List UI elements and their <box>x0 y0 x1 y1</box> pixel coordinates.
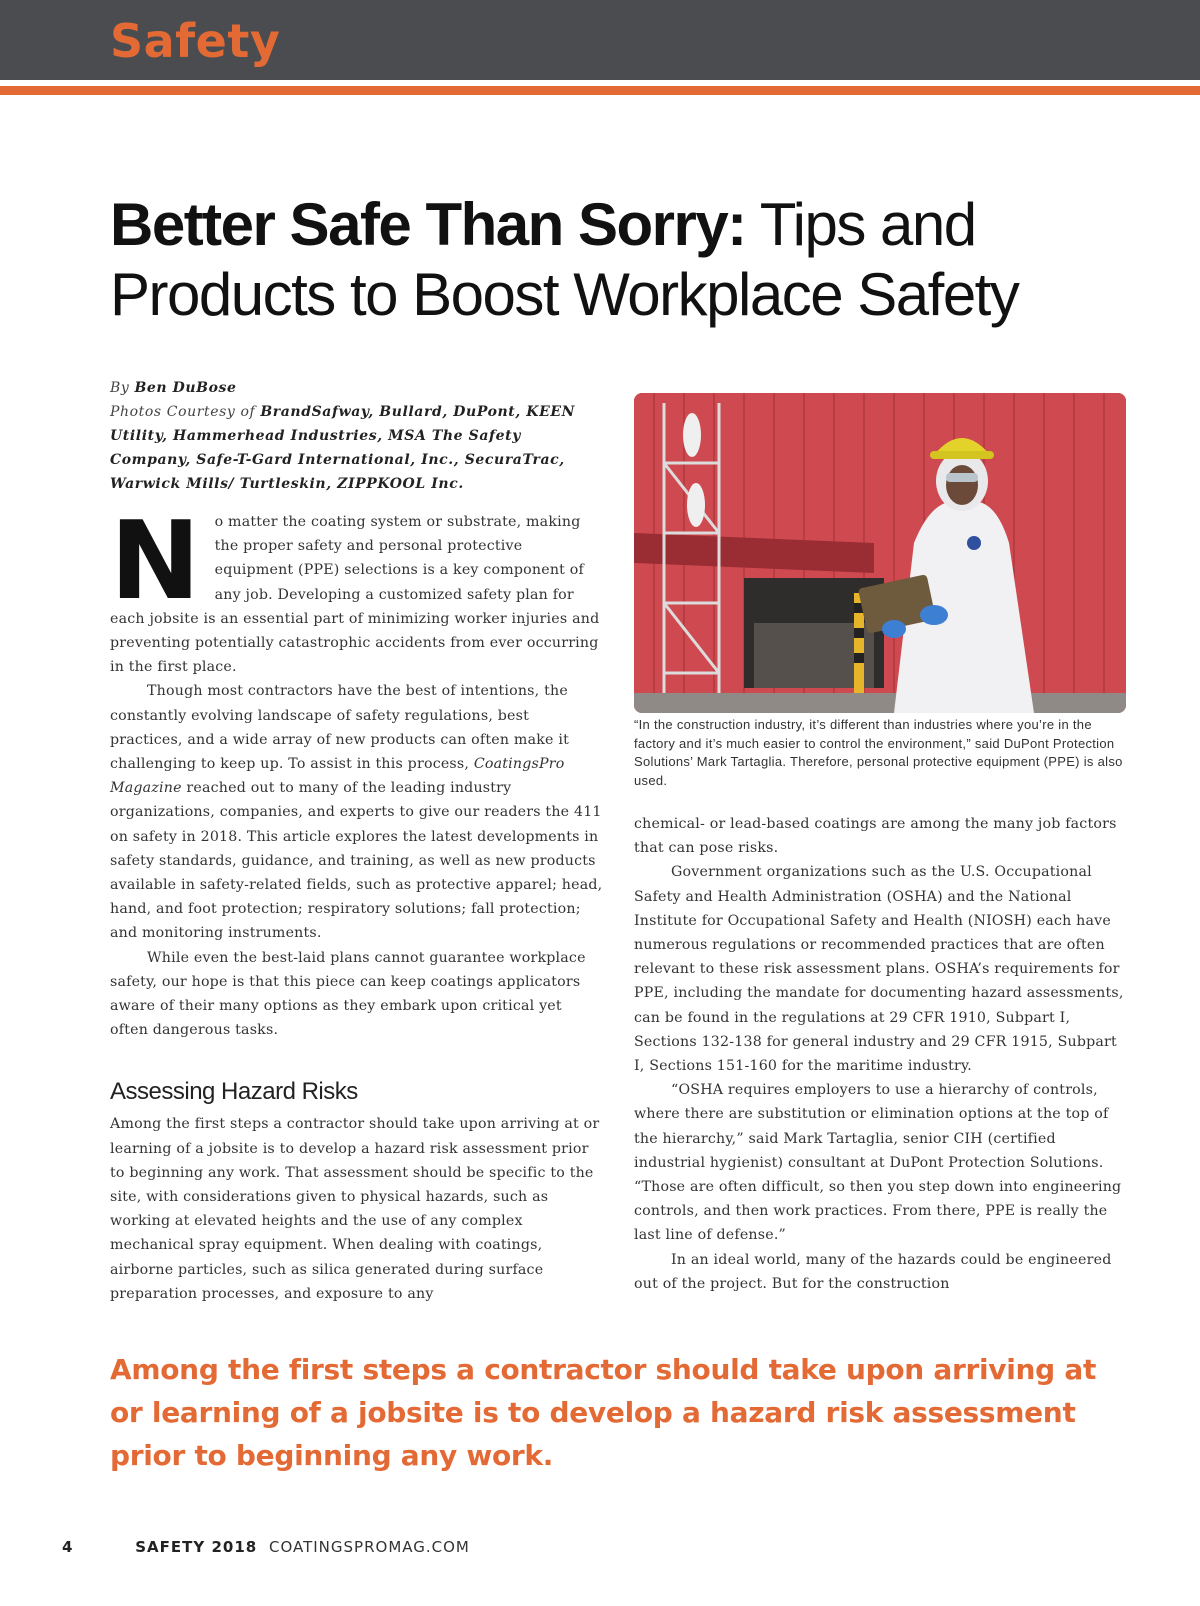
header-accent-rule <box>0 86 1200 95</box>
by-label: By <box>110 380 130 396</box>
photo-caption: “In the construction industry, it’s different than industries where you’re in the factory and it’s much easier to control the environment,” said DuPont Protection Solutions’ Mark Tartaglia. Therefore, personal protective equipment (PPE) is also used. <box>634 717 1123 788</box>
site-url: COATINGSPROMAG.COM <box>268 1538 470 1556</box>
issue-label: SAFETY 2018 <box>135 1538 258 1556</box>
section-subheading: Assessing Hazard Risks <box>110 1078 358 1106</box>
magazine-name: CoatingsPro Magazine <box>110 756 565 797</box>
paragraph: Though most contractors have the best of intentions, the constantly evolving landscape of safety regulations, best practices, and a wide array of new products can often make it challenging to keep up. To assist in this process, CoatingsPro Magazine reached out to many of the leading industry organizations, companies, and experts to give our readers the 411 on safety in 2018. This article explores the latest developments in safety standards, guidance, and training, as well as new products available in safety-related fields, such as protective apparel; head, hand, and foot protection; respiratory solutions; fall protection; and monitoring instruments. <box>110 683 603 942</box>
photo-credits: BrandSafway, Bullard, DuPont, KEEN Utility, Hammerhead Industries, MSA The Safety Company, Safe-T-Gard International, Inc., SecuraTrac, Warwick Mills/ Turtleskin, ZIPPKOOL Inc. <box>110 404 576 492</box>
paragraph: While even the best-laid plans cannot guarantee workplace safety, our hope is that this piece can keep coatings applicators aware of their many options as they embark upon critical yet often dangerous tasks. <box>110 949 586 1039</box>
paragraph: In an ideal world, many of the hazards could be engineered out of the project. But for the construction <box>634 1251 1112 1292</box>
author-name: Ben DuBose <box>134 380 237 396</box>
body-column-left <box>110 499 603 1306</box>
paragraph: Among the first steps a contractor should take upon arriving at or learning of a jobsite is to develop a hazard risk assessment prior to beginning any work. That assessment should be specific to the site, with considerations given to physical hazards, such as working at elevated heights and the use of any complex mechanical spray equipment. When dealing with coatings, airborne particles, such as silica generated during surface preparation processes, and exposure to any <box>110 1116 600 1302</box>
page-footer <box>62 1538 470 1556</box>
worker-in-protective-suit-image <box>634 393 1126 713</box>
body-column-right <box>634 812 1127 1296</box>
paragraph: “OSHA requires employers to use a hierarchy of controls, where there are substitution or elimination options at the top of the hierarchy,” said Mark Tartaglia, senior CIH (certified industrial hygienist) consultant at DuPont Protection Solutions. “Those are often difficult, so then you step down into engineering controls, and then work practices. From there, PPE is really the last line of defense.” <box>634 1082 1122 1244</box>
title-bold: Better Safe Than Sorry: <box>110 191 746 258</box>
title-light-line2: Products to Boost Workplace Safety <box>110 261 1019 328</box>
title-light-line1: Tips and <box>745 191 976 258</box>
article-photo <box>634 393 1126 713</box>
drop-cap: N <box>110 499 201 624</box>
photos-label: Photos Courtesy of <box>110 404 256 420</box>
paragraph: Government organizations such as the U.S. Occupational Safety and Health Administration (OSHA) and the National Institute for Occupational Safety and Health (NIOSH) each have numerous regulations or recommended practices that are often relevant to these risk assessment plans. OSHA’s requirements for PPE, including the mandate for documenting hazard assessments, can be found in the regulations at 29 CFR 1910, Subpart I, Sections 132-138 for general industry and 29 CFR 1915, Subpart I, Sections 151-160 for the maritime industry. <box>634 864 1124 1075</box>
paragraph: No matter the coating system or substrate, making the proper safety and personal protective equipment (PPE) selections is a key component of any job. Developing a customized safety plan for each jobsite is an essential part of minimizing worker injuries and preventing potentially catastrophic accidents from ever occurring in the first place. <box>110 499 600 676</box>
paragraph: chemical- or lead-based coatings are among the many job factors that can pose risks. <box>634 816 1117 857</box>
header-bar <box>0 0 1200 80</box>
section-label: Safety <box>110 14 281 68</box>
article-title <box>110 190 1110 330</box>
byline <box>110 376 600 496</box>
pull-quote: Among the first steps a contractor should take upon arriving at or learning of a jobsite is to develop a hazard risk assessment prior to beginning any work. <box>110 1353 1097 1472</box>
page-number: 4 <box>62 1538 74 1556</box>
